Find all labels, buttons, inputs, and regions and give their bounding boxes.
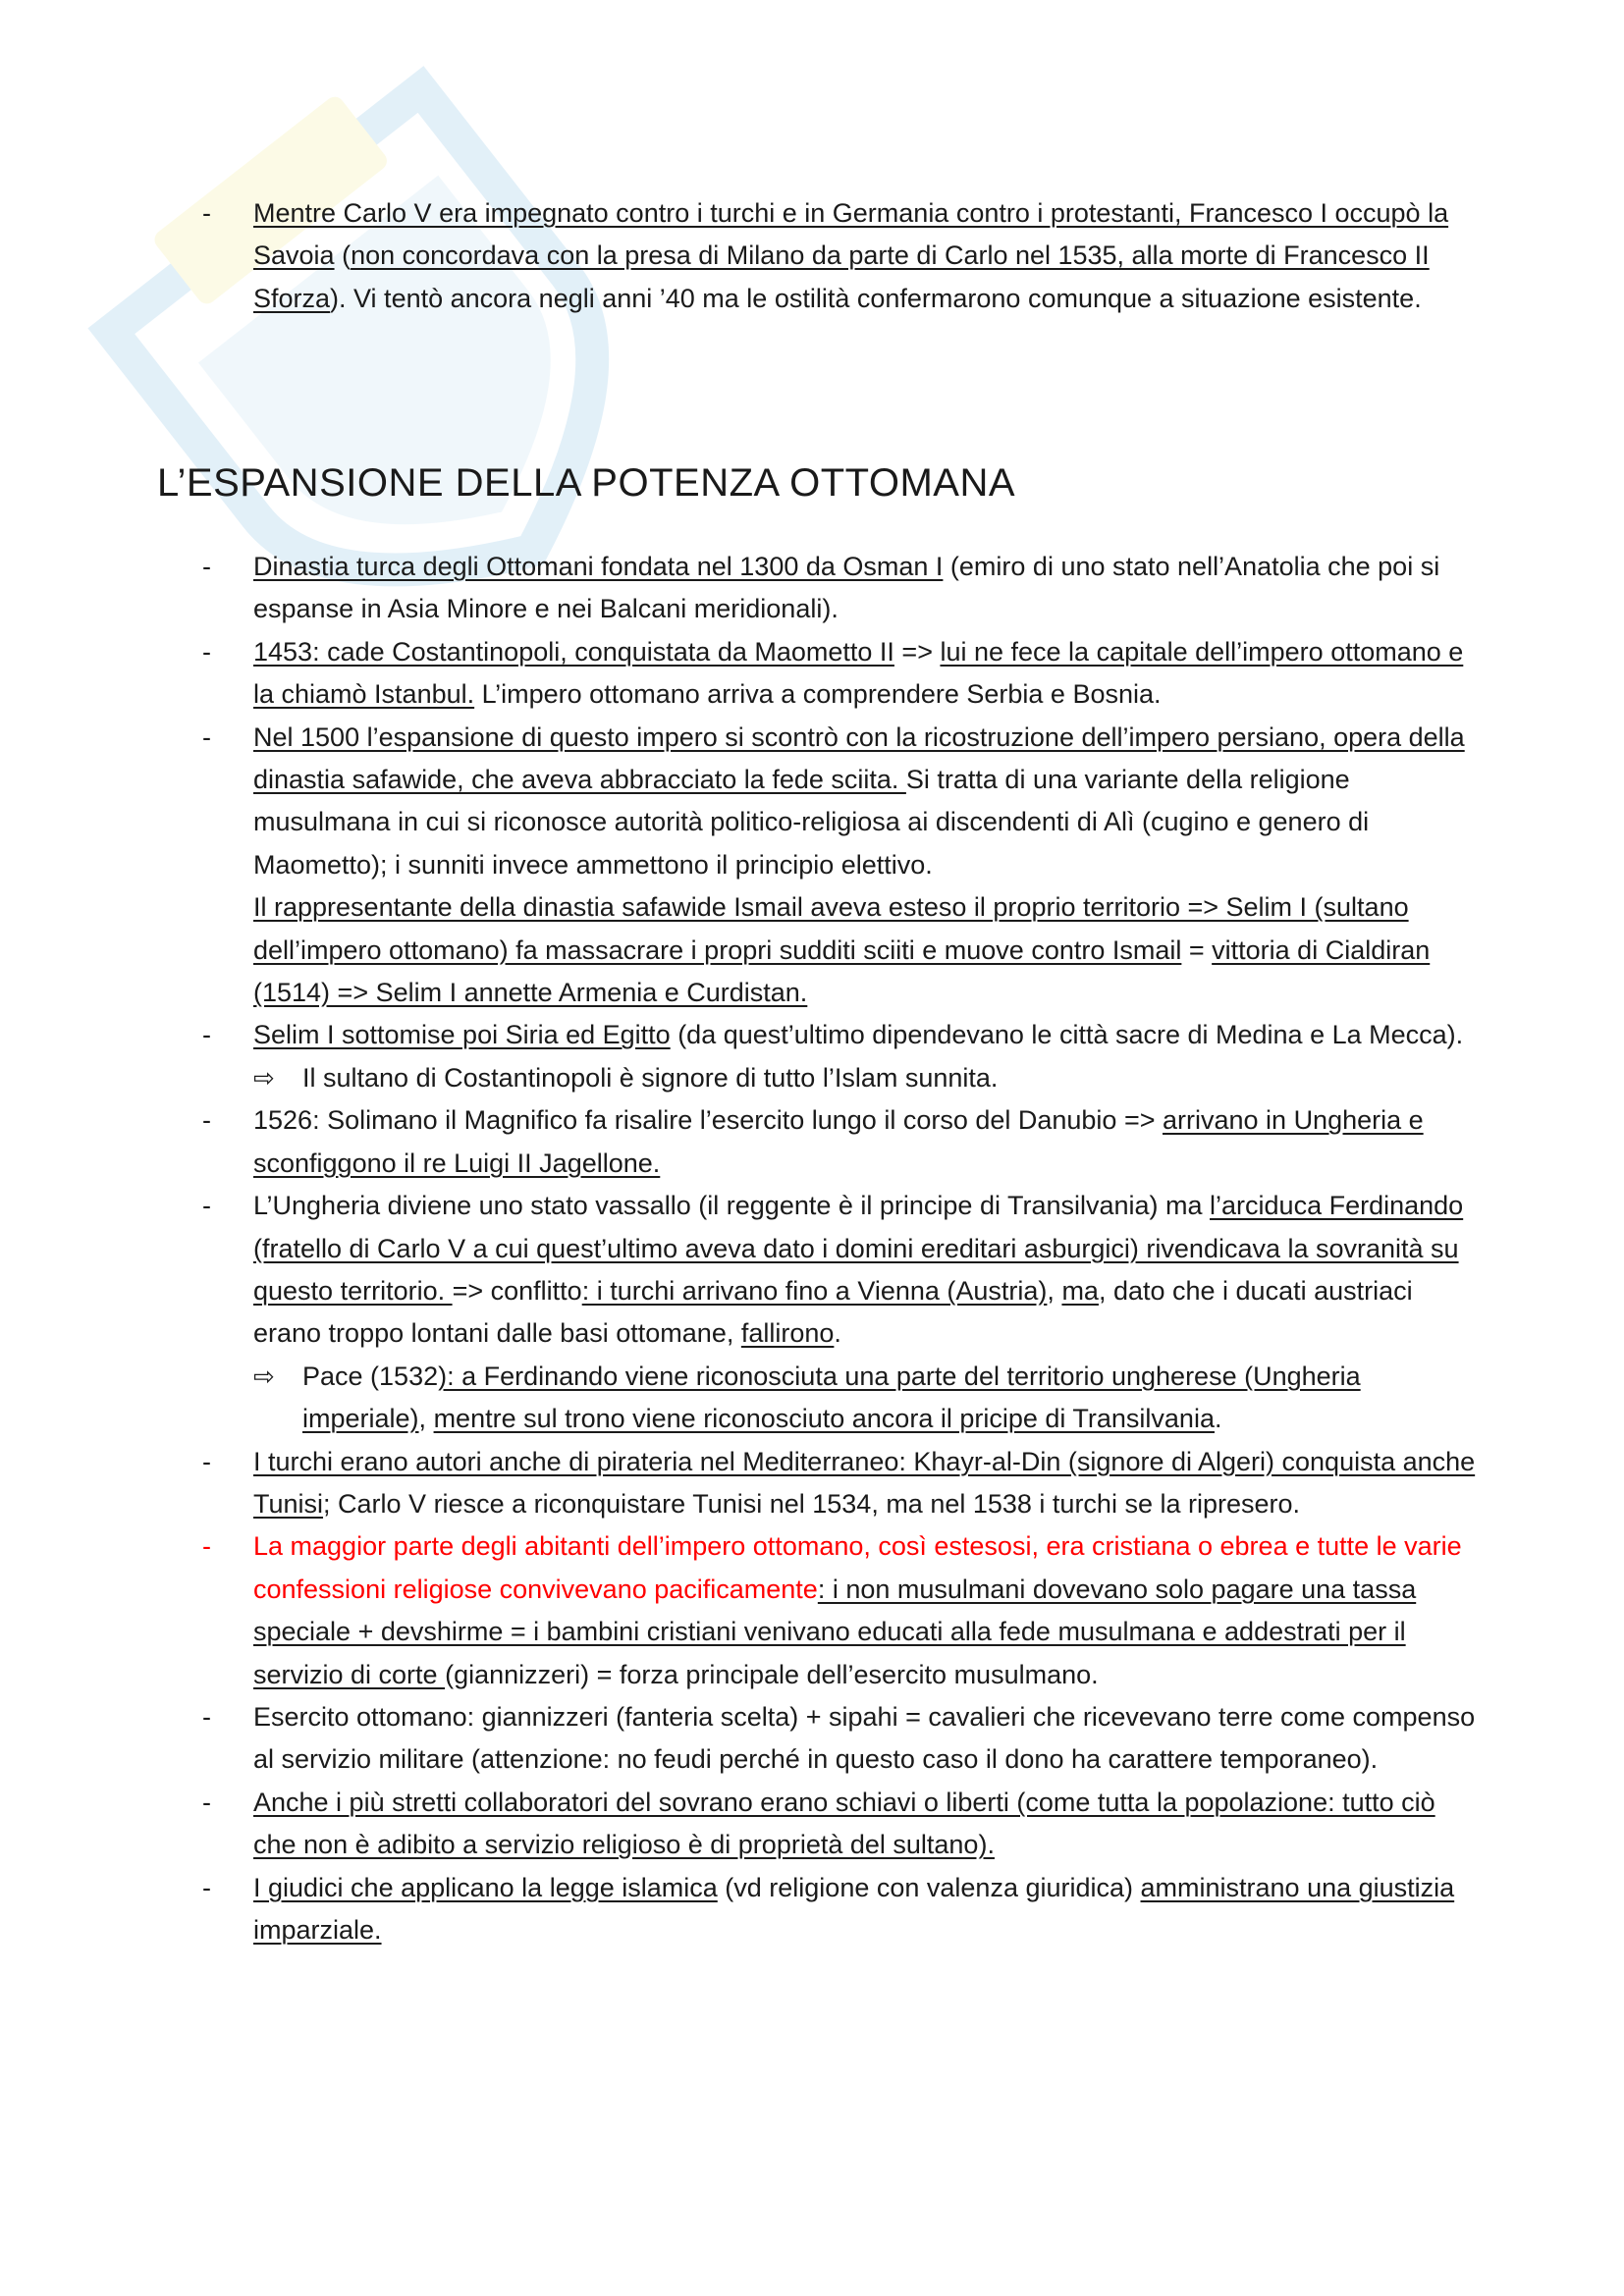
- text-underlined: Nel 1500 l’espansione di questo impero si scontrò con la ricostruzione dell’impero persiano, opera della dinastia safawide, che aveva abbracciato la fede sciita.: [253, 721, 1465, 795]
- list-item: [0, 1867, 1624, 1952]
- list-item: [0, 1696, 1624, 1782]
- list-item: [0, 717, 1624, 1015]
- text-plain: .: [834, 1318, 841, 1349]
- arrow-icon: ⇨: [253, 1062, 275, 1093]
- text-underlined: Mentre Carlo V era impegnato contro i turchi e in Germania contro i protestanti, Francesco I occupò la Savoia: [253, 198, 1449, 271]
- text-plain: , dato che i ducati austriaci erano troppo lontani dalle basi ottomane,: [253, 1275, 1413, 1349]
- section-title: L’ESPANSIONE DELLA POTENZA OTTOMANA: [157, 461, 1016, 505]
- bullet-dash: -: [202, 1446, 211, 1476]
- text-underlined: : i non musulmani dovevano solo pagare una tassa speciale + devshirme = i bambini cristiani venivano educati alla fede musulmana e addestrati per il servizio di corte: [253, 1574, 1417, 1689]
- text-plain: ,: [1047, 1275, 1062, 1306]
- list-item: [0, 192, 1624, 320]
- list-item: [0, 1441, 1624, 1526]
- text-underlined: : i turchi arrivano fino a Vienna (Austria): [581, 1275, 1048, 1306]
- bullet-dash: -: [202, 1787, 211, 1817]
- text-plain: (: [334, 240, 352, 271]
- bullet-dash: -: [202, 1872, 211, 1902]
- text-underlined: l’arciduca Ferdinando (fratello di Carlo V a cui quest’ultimo aveva dato i domini ereditari asburgici) rivendicava la sovranità su questo territorio.: [253, 1191, 1464, 1306]
- text-plain: L’Ungheria diviene uno stato vassallo (il reggente è il principe di Transilvania) ma: [253, 1191, 1211, 1221]
- text-plain: 1526: Solimano il Magnifico fa risalire l’esercito lungo il corso del Danubio =>: [253, 1105, 1163, 1136]
- text-underlined: Selim I sottomise poi Siria ed Egitto: [253, 1020, 671, 1050]
- text-highlight-red: La maggior parte degli abitanti dell’impero ottomano, così estesosi, era cristiana o ebrea e tutte le varie confessioni religiose convivevano pacificamente: [253, 1531, 1462, 1604]
- text-underlined: Il rappresentante della dinastia safawide Ismail aveva esteso il proprio territorio => Selim I (sultano dell’impero ottomano) fa massacrare i propri sudditi sciiti e muove contro Ismail: [253, 892, 1409, 965]
- text-plain: =>: [893, 636, 941, 667]
- text-plain: L’impero ottomano arriva a comprendere Serbia e Bosnia.: [474, 679, 1162, 710]
- bullet-dash: -: [202, 1531, 211, 1562]
- text-underlined: I turchi erano autori anche di pirateria nel Mediterraneo: Khayr-al-Din (signore di Algeri) conquista anche Tunisi: [253, 1446, 1476, 1519]
- bullet-dash: -: [202, 636, 211, 667]
- text-underlined: ): a Ferdinando viene riconosciuta una parte del territorio ungherese (Ungheria imperiale): [302, 1361, 1361, 1434]
- text-plain: (da quest’ultimo dipendevano le città sacre di Medina e La Mecca).: [670, 1020, 1464, 1050]
- list-item: [0, 546, 1624, 631]
- text-plain: (emiro di uno stato nell’Anatolia che poi si espanse in Asia Minore e nei Balcani meridionali).: [253, 552, 1440, 624]
- intro-list: [0, 192, 1624, 320]
- text-underlined: non concordava con la presa di Milano da parte di Carlo nel 1535, alla morte di Francesco II Sforza: [253, 240, 1430, 313]
- text-plain: (giannizzeri) = forza principale dell’esercito musulmano.: [445, 1659, 1099, 1689]
- text-plain: => conflitto: [452, 1275, 582, 1306]
- sub-item: [253, 1057, 1477, 1099]
- list-item: [0, 1525, 1624, 1696]
- text-plain: Esercito ottomano: giannizzeri (fanteria scelta) + sipahi = cavalieri che ricevevano terre come compenso al servizio militare (attenzione: no feudi perché in questo caso il dono ha carattere temporaneo).: [253, 1701, 1476, 1775]
- text-underlined: arrivano in Ungheria e sconfiggono il re Luigi II Jagellone.: [253, 1105, 1424, 1178]
- text-underlined: I giudici che applicano la legge islamica: [253, 1872, 718, 1902]
- text-underlined: amministrano una giustizia imparziale.: [253, 1872, 1455, 1945]
- bullet-dash: -: [202, 1701, 211, 1732]
- text-underlined: fallirono: [740, 1318, 835, 1349]
- bullet-dash: -: [202, 1191, 211, 1221]
- text-plain: Si tratta di una variante della religione musulmana in cui si riconosce autorità politico-religiosa ai discendenti di Alì (cugino e genero di Maometto); i sunniti invece ammettono il principio elettivo.: [253, 765, 1370, 880]
- list-item: [0, 1782, 1624, 1867]
- sub-item: [253, 1356, 1477, 1441]
- bullet-dash: -: [202, 552, 211, 581]
- text-plain: ,: [418, 1404, 434, 1434]
- text-plain: ). Vi tentò ancora negli anni ’40 ma le ostilità confermarono comunque a situazione esistente.: [330, 283, 1422, 313]
- bullet-dash: -: [202, 1020, 211, 1050]
- text-plain: .: [1214, 1404, 1222, 1434]
- ottoman-list: [0, 546, 1624, 1951]
- list-item: [0, 1014, 1624, 1099]
- text-plain: ; Carlo V riesce a riconquistare Tunisi nel 1534, ma nel 1538 i turchi se la ripresero.: [323, 1488, 1301, 1519]
- bullet-dash: -: [202, 721, 211, 752]
- text-underlined: lui ne fece la capitale dell’impero ottomano e la chiamò Istanbul.: [253, 636, 1464, 710]
- text-plain: =: [1181, 934, 1213, 965]
- text-underlined: ma: [1061, 1275, 1099, 1306]
- list-item: [0, 1099, 1624, 1185]
- list-item: [0, 631, 1624, 717]
- text-underlined: mentre sul trono viene riconosciuto ancora il pricipe di Transilvania: [433, 1404, 1215, 1434]
- text-plain: Pace (1532: [302, 1361, 439, 1391]
- text-underlined: Dinastia turca degli Ottomani fondata nel 1300 da Osman I: [253, 552, 944, 581]
- text-plain: (vd religione con valenza giuridica): [717, 1872, 1141, 1902]
- text-underlined: Anche i più stretti collaboratori del sovrano erano schiavi o liberti (come tutta la popolazione: tutto ciò che non è adibito a servizio religioso è di proprietà del sultano).: [253, 1787, 1435, 1860]
- arrow-icon: ⇨: [253, 1361, 275, 1391]
- list-item: [0, 1185, 1624, 1440]
- text-underlined: 1453: cade Costantinopoli, conquistata da Maometto II: [253, 636, 894, 667]
- text-underlined: vittoria di Cialdiran (1514) => Selim I annette Armenia e Curdistan.: [253, 934, 1431, 1008]
- bullet-dash: -: [202, 1105, 211, 1136]
- bullet-dash: -: [202, 198, 211, 228]
- text-plain: Il sultano di Costantinopoli è signore di tutto l’Islam sunnita.: [302, 1062, 999, 1093]
